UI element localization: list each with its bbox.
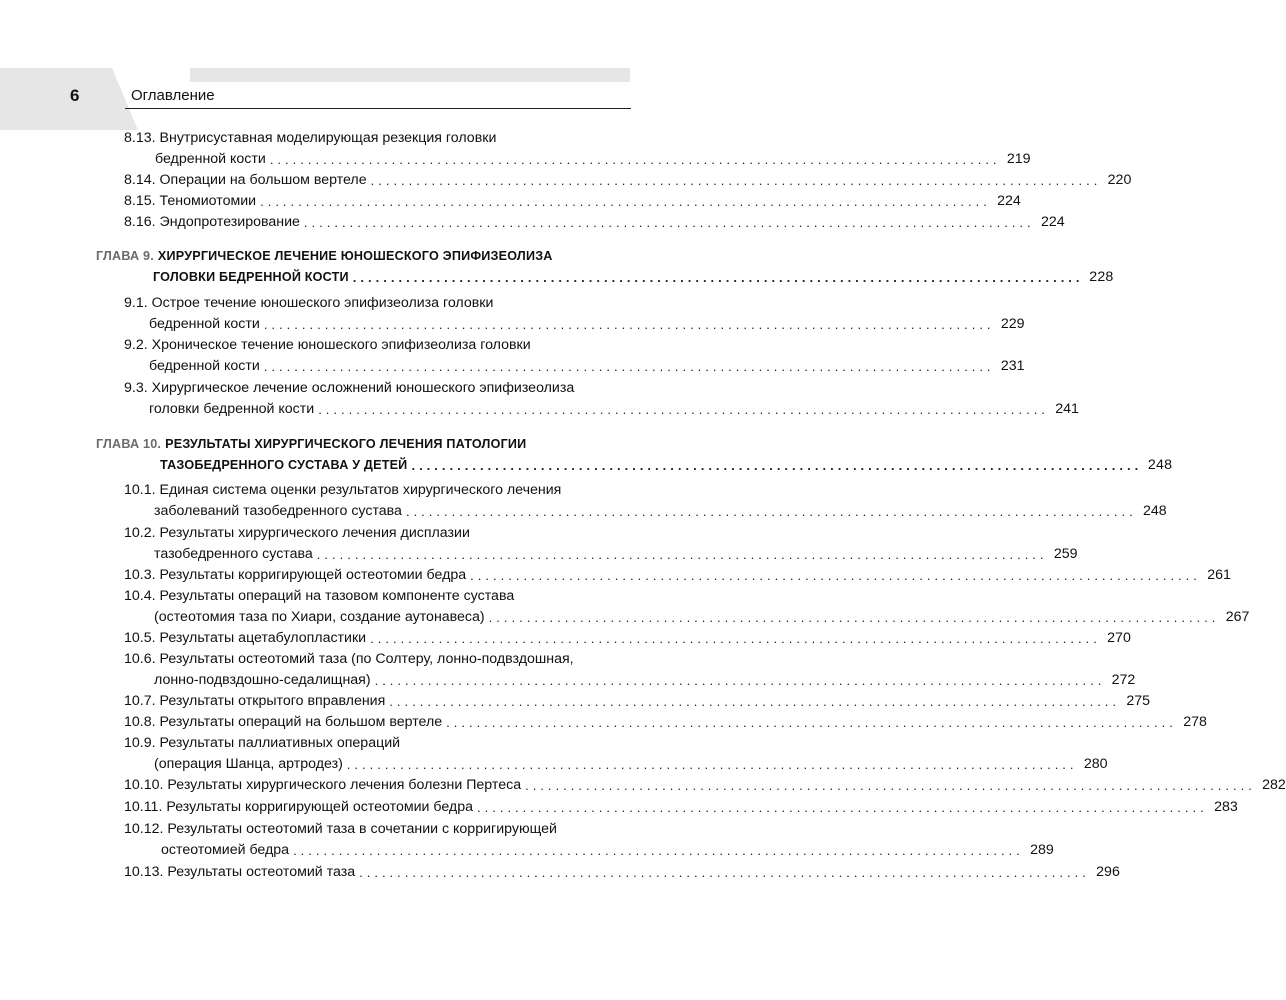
toc-entry-10-11[interactable] [124, 795, 1238, 816]
chapter-9-heading[interactable] [96, 244, 630, 265]
leader-dots: ................................................................................................ [318, 402, 1049, 417]
entry-number: 10.3. [124, 567, 156, 583]
entry-number: 10.11. [124, 799, 163, 815]
entry-number: 10.9. [124, 735, 156, 751]
entry-page: 282 [1262, 777, 1286, 793]
entry-page: 296 [1096, 864, 1120, 880]
entry-page: 259 [1053, 546, 1078, 562]
entry-title: Результаты операций на большом вертеле [159, 714, 443, 730]
entry-title: Хирургическое лечение осложнений юношеского эпифизеолиза [151, 380, 575, 396]
toc-entry-10-9-cont[interactable] [154, 752, 1108, 773]
entry-number: 10.4. [124, 588, 156, 604]
toc-entry-8-14[interactable] [124, 168, 1132, 189]
entry-title: Хроническое течение юношеского эпифизеолиза головки [151, 337, 531, 353]
entry-number: 10.13. [124, 864, 164, 880]
chapter-page: 248 [1147, 457, 1173, 473]
toc-entry-9-1[interactable] [124, 291, 630, 312]
leader-dots: ................................................................................................ [370, 173, 1102, 188]
entry-title: Результаты корригирующей остеотомии бедра [166, 799, 473, 815]
entry-title: (остеотомия таза по Хиари, создание аутонавеса) [154, 609, 485, 625]
toc-entry-8-16[interactable] [124, 210, 1065, 231]
entry-title: Результаты операций на тазовом компоненте сустава [159, 588, 515, 604]
entry-title: Единая система оценки результатов хирургического лечения [159, 482, 562, 498]
entry-title: бедренной кости [149, 316, 260, 332]
leader-dots: ................................................................................................ [525, 778, 1256, 793]
entry-title: тазобедренного сустава [154, 546, 313, 562]
entry-title: (операция Шанца, артродез) [154, 756, 343, 772]
chapter-title: ГОЛОВКИ БЕДРЕННОЙ КОСТИ [153, 270, 349, 284]
entry-number: 8.15. [124, 193, 156, 209]
chapter-title: РЕЗУЛЬТАТЫ ХИРУРГИЧЕСКОГО ЛЕЧЕНИЯ ПАТОЛОГИИ [165, 437, 527, 451]
entry-title: Операции на большом вертеле [159, 172, 367, 188]
entry-page: 229 [1000, 316, 1025, 332]
leader-dots: ................................................................................................ [263, 317, 995, 332]
entry-page: 283 [1214, 799, 1238, 815]
entry-number: 10.12. [124, 821, 164, 837]
toc-entry-10-7[interactable] [124, 689, 1151, 710]
leader-dots: ................................................................................................ [263, 359, 995, 374]
entry-number: 9.2. [124, 337, 148, 353]
entry-page: 275 [1126, 693, 1151, 709]
toc-entry-10-2[interactable] [124, 521, 630, 542]
entry-title: Эндопротезирование [159, 214, 300, 230]
leader-dots: ................................................................................................ [316, 547, 1048, 562]
toc-entry-10-10[interactable] [124, 773, 1286, 794]
entry-title: лонно-подвздошно-седалищная) [154, 672, 371, 688]
leader-dots: ................................................................................................ [269, 152, 1001, 167]
toc-entry-10-1[interactable] [124, 478, 630, 499]
entry-number: 10.7. [124, 693, 156, 709]
toc-entry-8-15[interactable] [124, 189, 1021, 210]
leader-dots: ................................................................................................ [477, 800, 1208, 815]
entry-number: 10.5. [124, 630, 156, 646]
entry-title: Острое течение юношеского эпифизеолиза головки [151, 295, 494, 311]
leader-dots: ................................................................................................ [359, 865, 1090, 880]
toc-entry-10-2-cont[interactable] [154, 542, 1078, 563]
entry-title: заболеваний тазобедренного сустава [154, 503, 402, 519]
running-head: Оглавление [131, 87, 215, 104]
toc-entry-9-3[interactable] [124, 376, 630, 397]
chapter-title: ТАЗОБЕДРЕННОГО СУСТАВА У ДЕТЕЙ [160, 458, 408, 472]
leader-dots: ................................................................................................ [405, 504, 1137, 519]
entry-number: 8.14. [124, 172, 156, 188]
chapter-page: 228 [1089, 269, 1114, 285]
toc-entry-10-13[interactable] [124, 860, 1120, 881]
entry-number: 9.1. [124, 295, 148, 311]
toc-entry-10-9[interactable] [124, 731, 630, 752]
toc-entry-8-13-cont[interactable] [155, 147, 1031, 168]
leader-dots: ................................................................................................ [352, 270, 1084, 285]
leader-dots: ................................................................................................ [370, 631, 1101, 646]
leader-dots: ................................................................................................ [303, 215, 1035, 230]
toc-entry-10-8[interactable] [124, 710, 1207, 731]
entry-number: 8.16. [124, 214, 156, 230]
toc-entry-10-5[interactable] [124, 626, 1131, 647]
toc-entry-10-6-cont[interactable] [154, 668, 1136, 689]
entry-page: 261 [1207, 567, 1231, 583]
entry-title: Результаты корригирующей остеотомии бедра [159, 567, 467, 583]
toc-entry-9-2[interactable] [124, 333, 630, 354]
entry-title: Результаты остеотомий таза в сочетании с корригирующей [167, 821, 557, 837]
entry-title: бедренной кости [155, 151, 266, 167]
toc-entry-10-6[interactable] [124, 647, 630, 668]
toc-entry-10-1-cont[interactable] [154, 499, 1167, 520]
chapter-9-heading-cont[interactable] [153, 265, 1114, 286]
entry-number: 8.13. [124, 130, 156, 146]
entry-title: Результаты хирургического лечения болезни Пертеса [167, 777, 522, 793]
entry-page: 219 [1006, 151, 1031, 167]
entry-title: головки бедренной кости [149, 401, 315, 417]
entry-page: 224 [997, 193, 1021, 209]
chapter-10-heading-cont[interactable] [160, 453, 1173, 474]
entry-page: 278 [1183, 714, 1207, 730]
entry-number: 10.10. [124, 777, 164, 793]
page-number: 6 [70, 86, 80, 105]
leader-dots: ................................................................................................ [260, 194, 991, 209]
entry-page: 267 [1225, 609, 1250, 625]
toc-entry-9-1-cont[interactable] [149, 312, 1025, 333]
entry-title: Результаты ацетабулопластики [159, 630, 367, 646]
entry-title: Результаты остеотомий таза (по Солтеру, лонно-подвздошная, [159, 651, 574, 667]
toc-entry-9-2-cont[interactable] [149, 354, 1025, 375]
leader-dots: ................................................................................................ [446, 715, 1177, 730]
entry-page: 224 [1040, 214, 1065, 230]
leader-dots: ................................................................................................ [389, 694, 1121, 709]
toc-entry-10-12[interactable] [124, 817, 630, 838]
toc-entry-10-12-cont[interactable] [161, 838, 1054, 859]
entry-number: 9.3. [124, 380, 148, 396]
entry-number: 10.1. [124, 482, 156, 498]
entry-title: Результаты открытого вправления [159, 693, 386, 709]
toc-entry-10-4[interactable] [124, 584, 630, 605]
entry-page: 270 [1107, 630, 1131, 646]
entry-page: 248 [1143, 503, 1167, 519]
entry-page: 241 [1055, 401, 1079, 417]
entry-page: 220 [1107, 172, 1132, 188]
leader-dots: ................................................................................................ [374, 673, 1106, 688]
entry-title: Теномиотомии [159, 193, 257, 209]
leader-dots: ................................................................................................ [346, 757, 1078, 772]
toc-entry-10-4-cont[interactable] [154, 605, 1250, 626]
chapter-10-heading[interactable] [96, 432, 630, 453]
entry-number: 10.6. [124, 651, 156, 667]
entry-title: бедренной кости [149, 358, 260, 374]
entry-title: Внутрисуставная моделирующая резекция головки [159, 130, 497, 146]
entry-page: 280 [1083, 756, 1108, 772]
leader-dots: ................................................................................................ [411, 458, 1143, 473]
chapter-label: ГЛАВА 9. [96, 249, 154, 263]
leader-dots: ................................................................................................ [488, 610, 1220, 625]
toc-entry-10-3[interactable] [124, 563, 1231, 584]
toc-entry-9-3-cont[interactable] [149, 397, 1079, 418]
entry-title: остеотомией бедра [161, 842, 290, 858]
entry-number: 10.2. [124, 525, 156, 541]
entry-title: Результаты остеотомий таза [167, 864, 356, 880]
entry-page: 231 [1000, 358, 1025, 374]
entry-page: 272 [1111, 672, 1136, 688]
entry-number: 10.8. [124, 714, 156, 730]
entry-page: 289 [1030, 842, 1054, 858]
leader-dots: ................................................................................................ [293, 843, 1024, 858]
entry-title: Результаты паллиативных операций [159, 735, 401, 751]
chapter-title: ХИРУРГИЧЕСКОЕ ЛЕЧЕНИЕ ЮНОШЕСКОГО ЭПИФИЗЕОЛИЗА [157, 249, 553, 263]
leader-dots: ................................................................................................ [470, 568, 1201, 583]
entry-title: Результаты хирургического лечения дисплазии [159, 525, 470, 541]
toc-entry-8-13[interactable] [124, 126, 630, 147]
chapter-label: ГЛАВА 10. [96, 437, 162, 451]
